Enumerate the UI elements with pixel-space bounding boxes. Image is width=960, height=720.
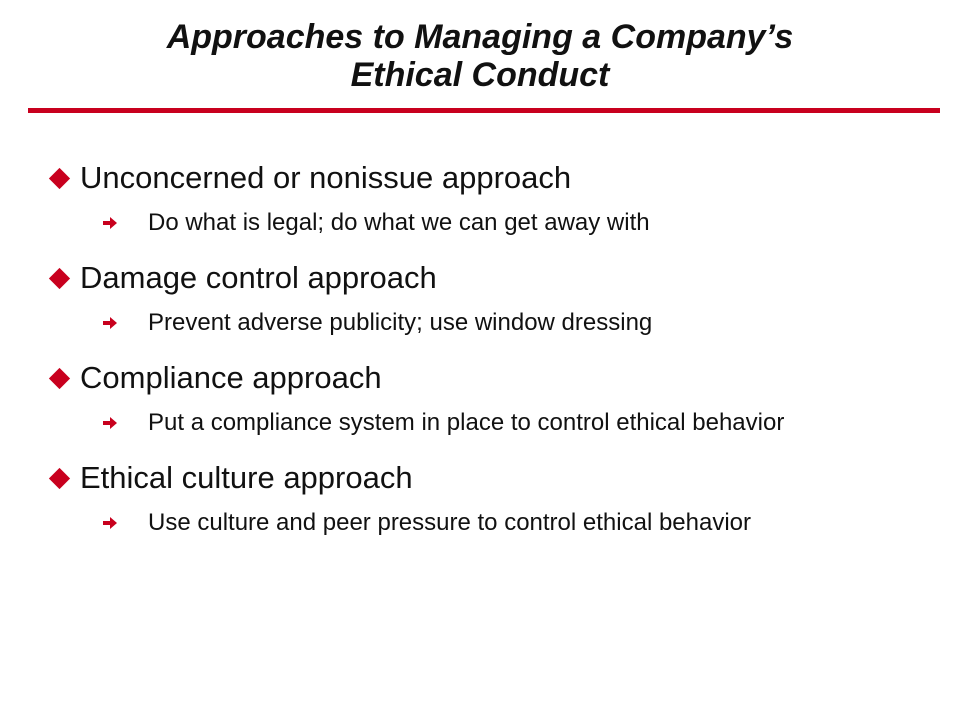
bullet-label: Unconcerned or nonissue approach <box>80 160 572 195</box>
title-line-1: Approaches to Managing a Company’s <box>166 18 794 56</box>
bullet-level2 <box>48 206 928 240</box>
sub-bullet-text: Do what is legal; do what we can get away with <box>148 209 650 236</box>
bullet-label: Damage control approach <box>80 260 437 295</box>
bullet-level1 <box>48 458 928 498</box>
title-line-2: Ethical Conduct <box>350 56 610 94</box>
arrow-bullet-icon <box>102 415 118 431</box>
sub-bullet-text: Prevent adverse publicity; use window dressing <box>148 309 653 336</box>
diamond-bullet-icon <box>49 268 70 289</box>
diamond-bullet-icon <box>49 368 70 389</box>
bullet-level1 <box>48 358 928 398</box>
bullet-label: Ethical culture approach <box>80 460 413 495</box>
title-divider <box>28 108 940 113</box>
bullet-list <box>48 158 928 558</box>
list-item <box>48 258 928 340</box>
list-item <box>48 358 928 440</box>
sub-bullet-text: Use culture and peer pressure to control ethical behavior <box>148 509 751 536</box>
sub-bullet-text: Put a compliance system in place to control ethical behavior <box>148 409 785 436</box>
bullet-level1 <box>48 158 928 198</box>
diamond-bullet-icon <box>49 468 70 489</box>
arrow-bullet-icon <box>102 215 118 231</box>
bullet-level1 <box>48 258 928 298</box>
bullet-level2 <box>48 506 928 540</box>
list-item <box>48 158 928 240</box>
arrow-bullet-icon <box>102 315 118 331</box>
slide-title <box>40 18 920 94</box>
bullet-level2 <box>48 306 928 340</box>
arrow-bullet-icon <box>102 515 118 531</box>
diamond-bullet-icon <box>49 168 70 189</box>
bullet-level2 <box>48 406 928 440</box>
bullet-label: Compliance approach <box>80 360 382 395</box>
list-item <box>48 458 928 540</box>
